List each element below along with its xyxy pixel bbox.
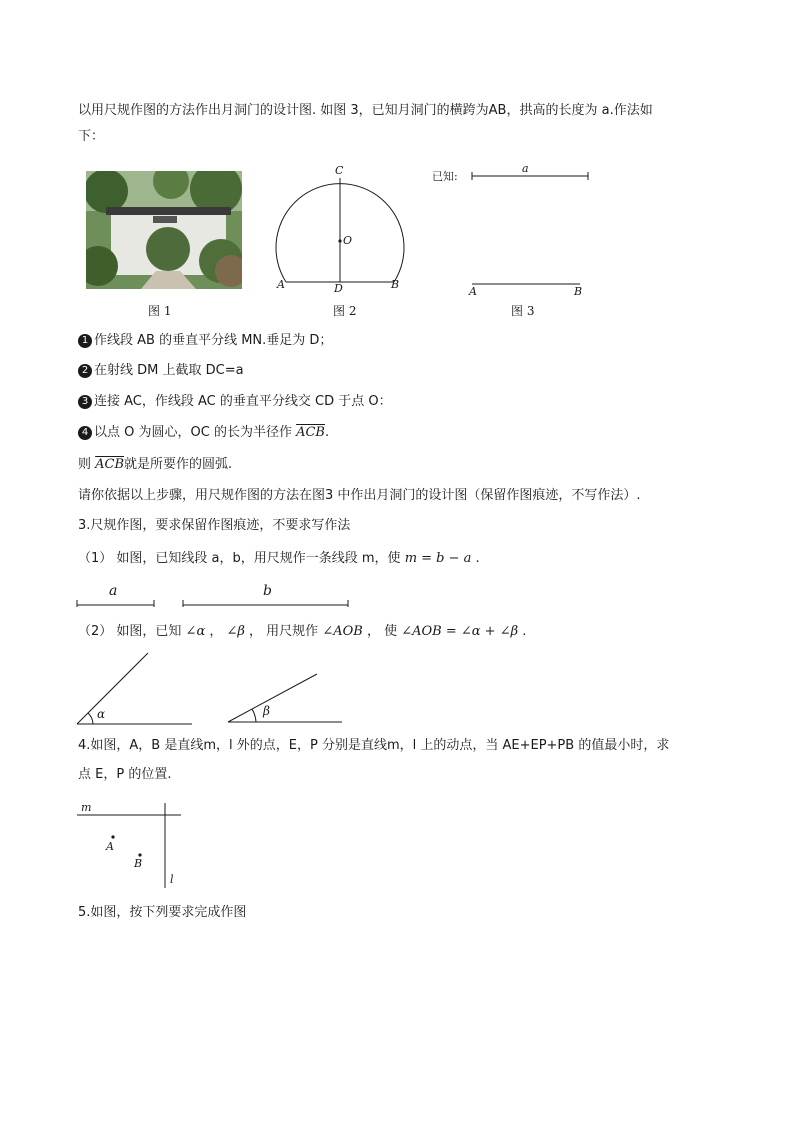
q3-part2-sep: ， [205,624,227,639]
angle-alpha-ref: ∠α [185,624,206,639]
q5-title: 5.如图，按下列要求完成作图 [78,905,247,920]
q3-part1-post: . [471,551,480,566]
q3-part2-post: . [518,624,527,639]
angle-equation: ∠AOB = ∠α + ∠β [401,624,519,639]
q4-line-2: 点 E，P 的位置. [78,767,172,782]
fig2-label-o: O [343,234,353,247]
fig2-label-b: B [391,278,400,291]
request-text: 请你依据以上步骤，用尺规作图的方法在图3 中作出月洞门的设计图（保留作图痕迹，不写作法）. [78,488,641,503]
step-1-number: 1 [78,334,92,348]
q3-part2-text: （2） 如图，已知 [78,624,186,639]
angle-aob-ref: ∠AOB [322,624,363,639]
conclusion-post: 就是所要作的圆弧. [124,457,233,472]
fig1-caption: 图 1 [148,304,172,318]
q3-part2-mid: ， 用尺规作 [244,624,323,639]
angle-beta-ref: ∠β [226,624,245,639]
fig3-label-B: B [574,285,583,298]
fig3-caption: 图 3 [511,304,535,318]
fig3-label-a: a [522,162,529,175]
step-2-number: 2 [78,364,92,378]
intro-line-2: 下： [78,129,105,144]
step-4-text: 以点 O 为圆心，OC 的长为半径作 [94,425,297,440]
step-2-text: 在射线 DM 上截取 DC=a [94,363,244,378]
fig2-label-c: C [335,164,344,177]
beta-label: β [263,704,270,718]
step-4-arc: $\overline{ACB}$ [296,425,325,440]
fig2-label-a: A [277,278,285,291]
point-a-label: A [106,840,114,853]
fig3-known-label: 已知: [432,170,458,183]
q3-part1-text: （1） 如图，已知线段 a，b，用尺规作一条线段 m，使 [78,551,405,566]
line-l-label: l [170,873,174,886]
conclusion-arc: $\overline{ACB}$ [95,457,125,472]
segment-b-label: b [263,583,272,599]
q3-part2-mid2: ， 使 [362,624,402,639]
fig2-label-d: D [334,282,343,295]
step-4-post: . [324,425,330,440]
point-b-label: B [134,857,143,870]
fig2-caption: 图 2 [333,304,357,318]
segment-a-label: a [109,583,118,599]
fig3-label-A: A [469,285,477,298]
q3-title: 3.尺规作图，要求保留作图痕迹，不要求写作法 [78,518,351,533]
step-4-number: 4 [78,426,92,440]
alpha-label: α [97,707,106,721]
q4-line-1: 4.如图，A，B 是直线m，l 外的点，E，P 分别是直线m，l 上的动点，当 AE+EP+PB 的值最小时，求 [78,738,670,753]
step-1-text: 作线段 AB 的垂直平分线 MN.垂足为 D； [94,333,333,348]
step-3-text: 连接 AC，作线段 AC 的垂直平分线交 CD 于点 O： [94,394,392,409]
q3-part1-math: m = b − a [404,551,472,566]
line-m-label: m [81,801,92,814]
conclusion-pre: 则 [78,457,96,472]
step-3-number: 3 [78,395,92,409]
intro-line-1: 以用尺规作图的方法作出月洞门的设计图. 如图 3，已知月洞门的横跨为AB，拱高的长度为 a.作法如 [78,103,653,118]
